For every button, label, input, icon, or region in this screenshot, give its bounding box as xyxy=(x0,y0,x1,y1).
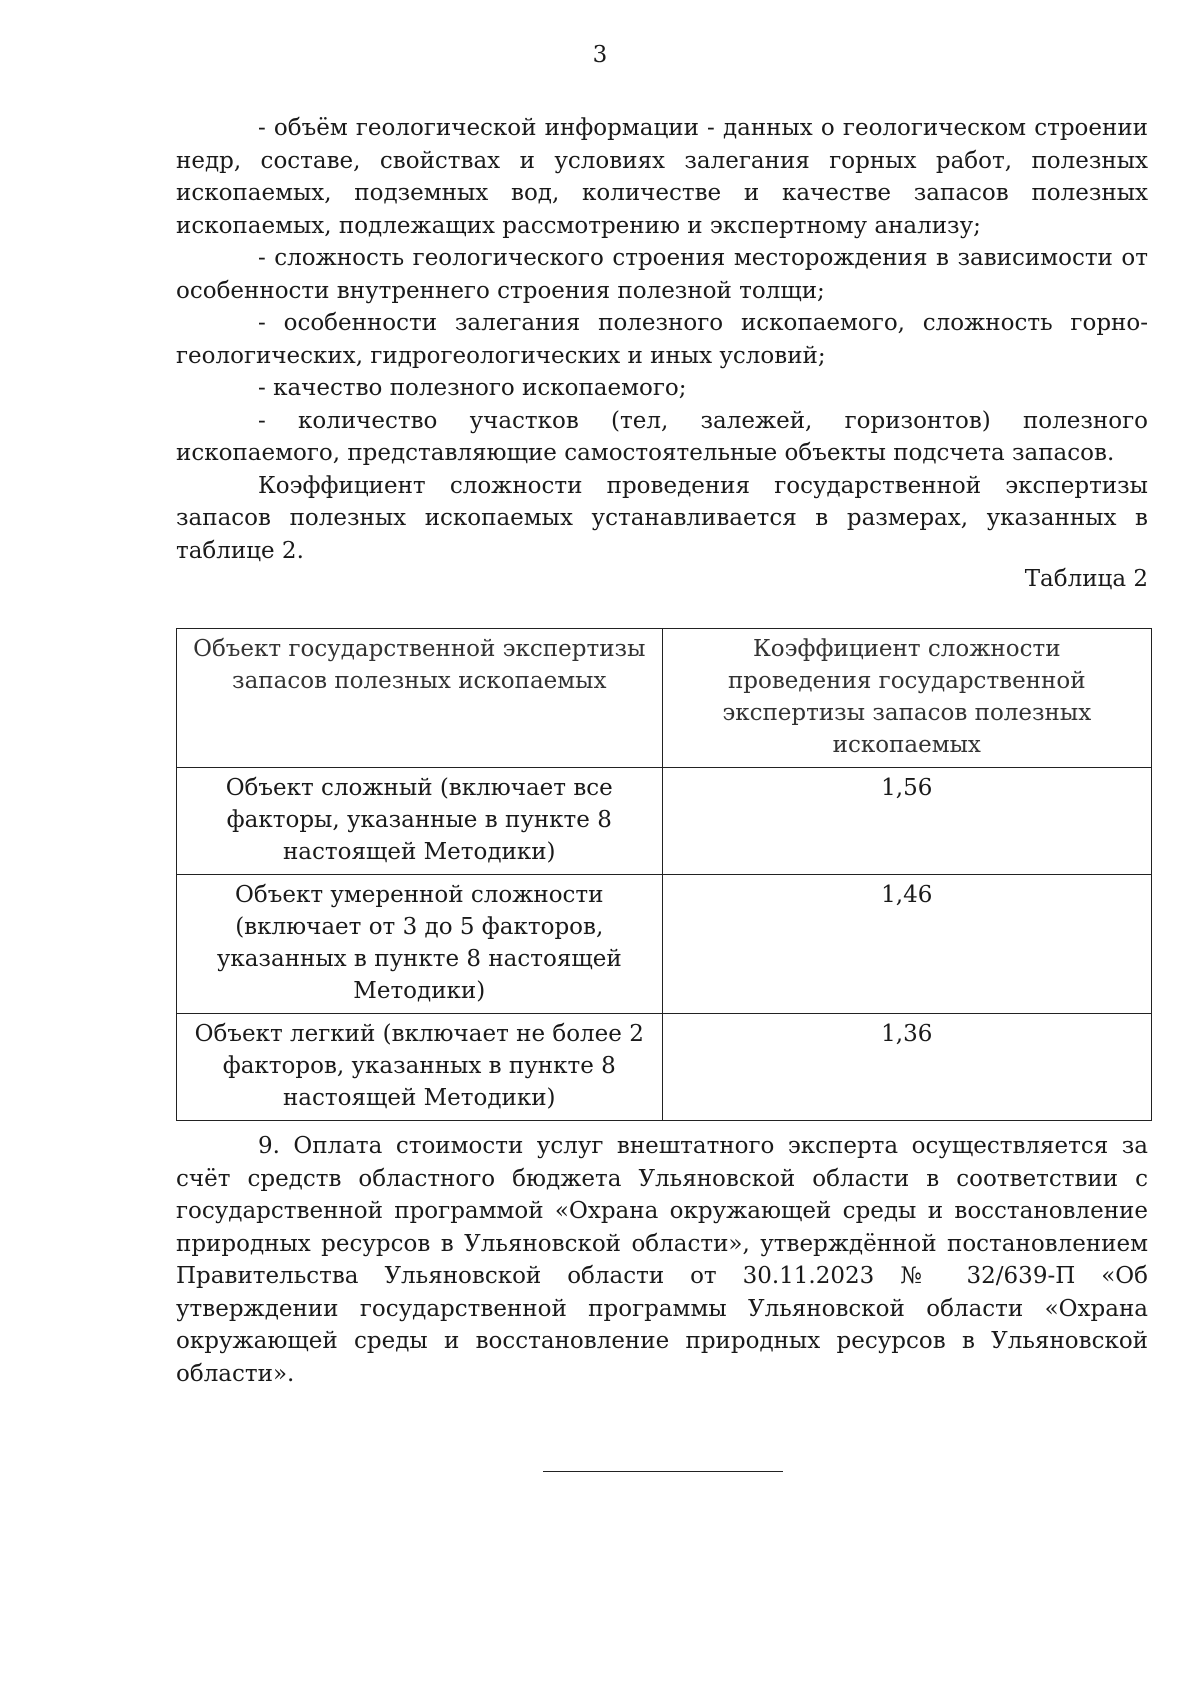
coefficient-intro-paragraph: Коэффициент сложности проведения государственной экспертизы запасов полезных ископаемых устанавливается в размерах, указанных в таблице 2. xyxy=(176,472,1148,564)
cell-object: Объект легкий (включает не более 2 факторов, указанных в пункте 8 настоящей Методики) xyxy=(177,1014,663,1121)
table-header-row xyxy=(177,629,1152,768)
header-coefficient: Коэффициент сложности проведения государственной экспертизы запасов полезных ископаемых xyxy=(662,629,1152,768)
factor-item-mineral-quality: - качество полезного ископаемого; xyxy=(258,375,687,401)
cell-object: Объект умеренной сложности (включает от 3 до 5 факторов, указанных в пункте 8 настоящей Методики) xyxy=(177,875,663,1014)
cell-coefficient: 1,46 xyxy=(662,875,1152,1014)
end-divider xyxy=(543,1471,783,1472)
header-object: Объект государственной экспертизы запасов полезных ископаемых xyxy=(177,629,663,768)
table-row xyxy=(177,1014,1152,1121)
factor-item-info-volume: - объём геологической информации - данных о геологическом строении недр, составе, свойствах и условиях залегания горных работ, полезных ископаемых, подземных вод, количестве и качестве запасов полезных ископаемых, подлежащих рассмотрению и экспертному анализу; xyxy=(176,115,1148,239)
coefficient-table xyxy=(176,628,1152,1121)
intro-text xyxy=(176,112,1148,567)
cell-object: Объект сложный (включает все факторы, указанные в пункте 8 настоящей Методики) xyxy=(177,768,663,875)
payment-section xyxy=(176,1130,1148,1390)
table-caption: Таблица 2 xyxy=(1024,566,1148,592)
table-row xyxy=(177,875,1152,1014)
cell-coefficient: 1,36 xyxy=(662,1014,1152,1121)
payment-paragraph: 9. Оплата стоимости услуг внештатного эксперта осуществляется за счёт средств областного бюджета Ульяновской области в соответствии с государственной программой «Охрана окружающей среды и восстановление природных ресурсов в Ульяновской области», утверждённой постановлением Правительства Ульяновской области от 30.11.2023 № 32/639-П «Об утверждении государственной программы Ульяновской области «Охрана окружающей среды и восстановление природных ресурсов в Ульяновской области». xyxy=(176,1133,1148,1387)
page-number: 3 xyxy=(592,42,608,68)
cell-coefficient: 1,56 xyxy=(662,768,1152,875)
factor-item-structure-complexity: - сложность геологического строения месторождения в зависимости от особенности внутреннего строения полезной толщи; xyxy=(176,245,1148,304)
factor-item-sites-count: - количество участков (тел, залежей, горизонтов) полезного ископаемого, представляющие самостоятельные объекты подсчета запасов. xyxy=(176,407,1148,466)
factor-item-occurrence-features: - особенности залегания полезного ископаемого, сложность горно-геологических, гидрогеологических и иных условий; xyxy=(176,310,1148,369)
table-row xyxy=(177,768,1152,875)
